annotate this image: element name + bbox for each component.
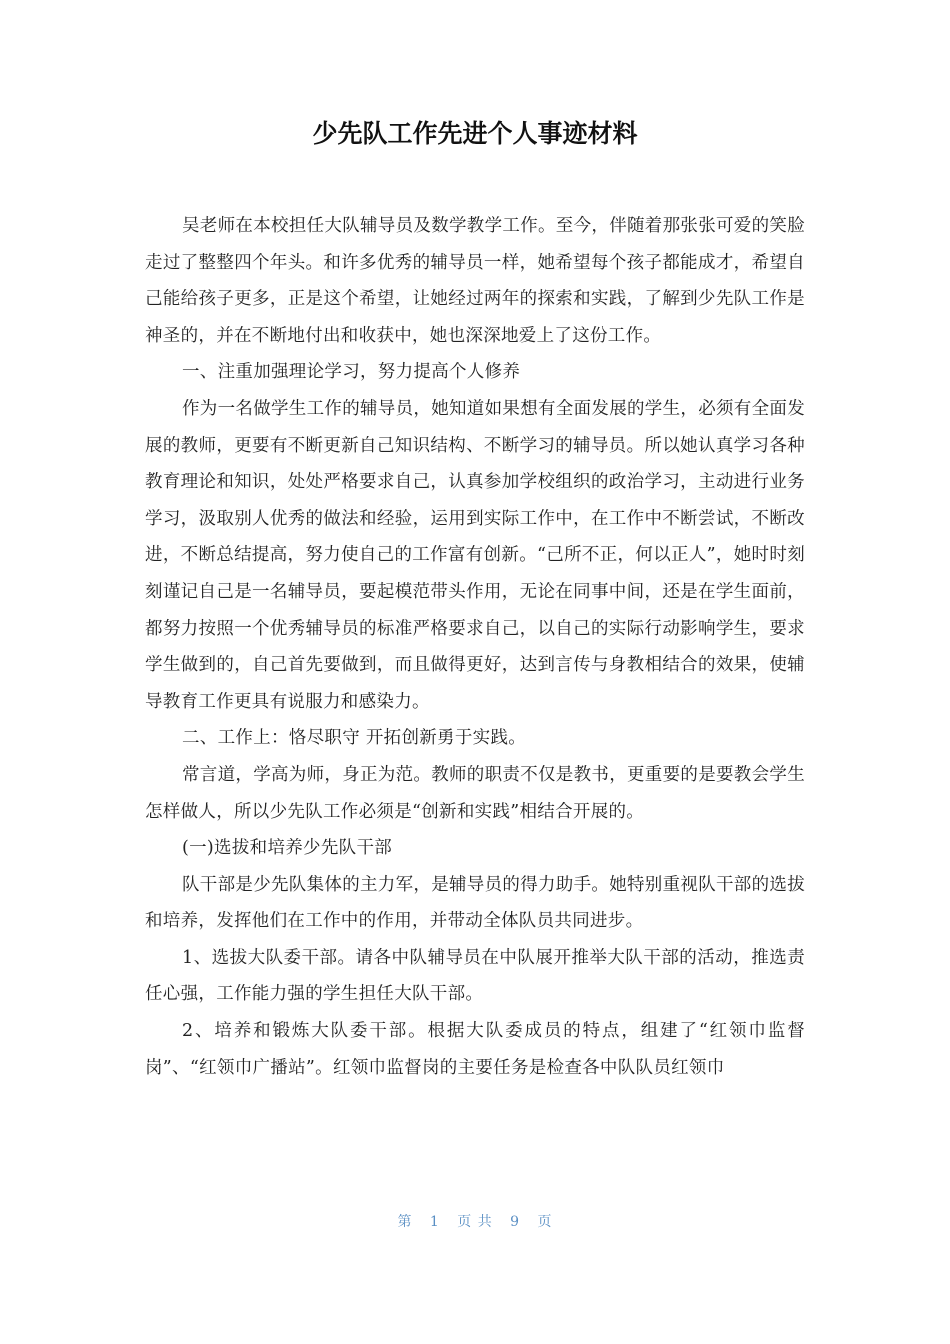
paragraph-intro: 吴老师在本校担任大队辅导员及数学教学工作。至今，伴随着那张张可爱的笑脸走过了整整四个年头。和许多优秀的辅导员一样，她希望每个孩子都能成才，希望自己能给孩子更多，正是这个希望，让她经过两年的探索和实践，了解到少先队工作是神圣的，并在不断地付出和收获中，她也深深地爱上了这份工作。 (145, 216, 805, 346)
document-body (145, 208, 805, 1086)
section-heading-1: 一、注重加强理论学习，努力提高个人修养 (182, 362, 521, 383)
subsection-heading-1: (一)选拔和培养少先队干部 (182, 838, 393, 859)
footer-label-end: 页 (537, 1214, 553, 1230)
document-title: 少先队工作先进个人事迹材料 (312, 119, 638, 148)
paragraph-work-duty: 常言道，学高为师，身正为范。教师的职责不仅是教书，更重要的是要教会学生怎样做人，所以少先队工作必须是“创新和实践”相结合开展的。 (145, 764, 805, 822)
footer-total-pages: 9 (510, 1214, 521, 1230)
footer-label-of: 页 共 (457, 1214, 493, 1230)
page-number-footer (0, 1211, 950, 1231)
paragraph-item-1: 1、选拔大队委干部。请各中队辅导员在中队展开推举大队干部的活动，推选责任心强，工作能力强的学生担任大队干部。 (145, 947, 805, 1005)
footer-label-page: 第 (397, 1214, 413, 1230)
paragraph-theory-study: 作为一名做学生工作的辅导员，她知道如果想有全面发展的学生，必须有全面发展的教师，更要有不断更新自己知识结构、不断学习的辅导员。所以她认真学习各种教育理论和知识，处处严格要求自己，认真参加学校组织的政治学习，主动进行业务学习，汲取别人优秀的做法和经验，运用到实际工作中，在工作中不断尝试，不断改进，不断总结提高，努力使自己的工作富有创新。“己所不正，何以正人”，她时时刻刻谨记自己是一名辅导员，要起模范带头作用，无论在同事中间，还是在学生面前，都努力按照一个优秀辅导员的标准严格要求自己，以自己的实际行动影响学生，要求学生做到的，自己首先要做到，而且做得更好，达到言传与身教相结合的效果，使辅导教育工作更具有说服力和感染力。 (145, 398, 805, 712)
paragraph-cadre-role: 队干部是少先队集体的主力军，是辅导员的得力助手。她特别重视队干部的选拔和培养，发挥他们在工作中的作用，并带动全体队员共同进步。 (145, 874, 805, 932)
section-heading-2: 二、工作上：恪尽职守 开拓创新勇于实践。 (182, 728, 527, 749)
paragraph-item-2: 2、培养和锻炼大队委干部。根据大队委成员的特点，组建了“红领巾监督岗”、“红领巾广播站”。红领巾监督岗的主要任务是检查各中队队员红领巾 (145, 1021, 805, 1078)
footer-current-page: 1 (429, 1214, 440, 1230)
